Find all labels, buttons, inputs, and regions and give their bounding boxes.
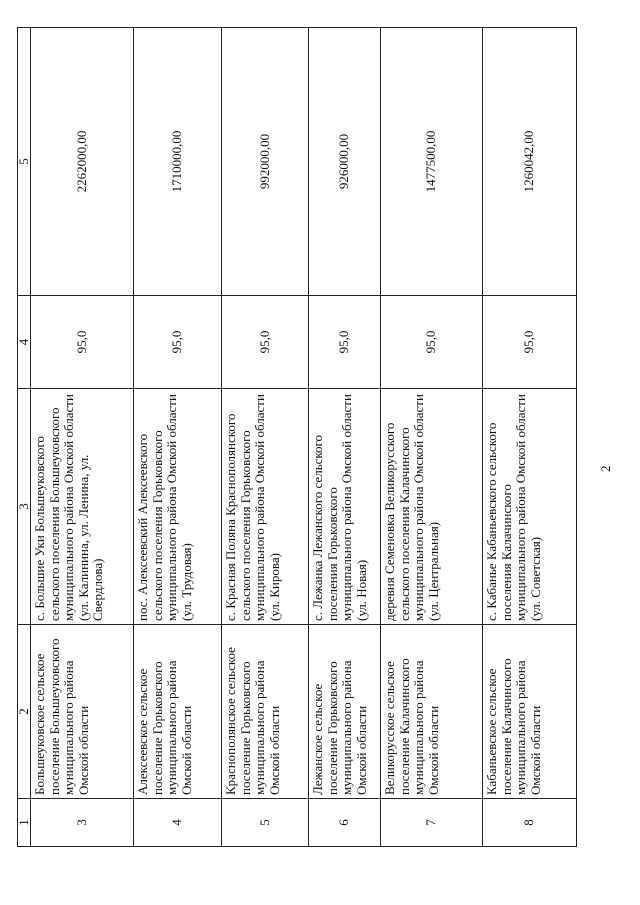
table-row	[483, 28, 577, 847]
percent-cell: 95,0	[222, 296, 309, 389]
row-number: 3	[31, 799, 134, 847]
row-number: 5	[222, 799, 309, 847]
object-cell: с. Красная Поляна Краснополянского сельского поселения Горьковского муниципального района Омской области (ул. Кирова)	[222, 389, 309, 625]
municipality-cell: Алексеевское сельское поселение Горьковского муниципального района Омской области	[134, 625, 222, 799]
page-number: 2	[598, 465, 613, 472]
object-cell: пос. Алексеевский Алексеевского сельского поселения Горьковского муниципального района Омской области (ул. Трудовая)	[134, 389, 222, 625]
header-col-5: 5	[18, 28, 31, 296]
percent-cell: 95,0	[309, 296, 381, 389]
subsidy-table	[17, 27, 577, 847]
percent-cell: 95,0	[483, 296, 577, 389]
amount-cell: 926000,00	[309, 28, 381, 296]
object-cell: с. Кабанье Кабаньевского сельского поселения Калачинского муниципального района Омской области (ул. Советская)	[483, 389, 577, 625]
table-row	[222, 28, 309, 847]
header-col-2: 2	[18, 625, 31, 799]
table-row	[134, 28, 222, 847]
municipality-cell: Краснополянское сельское поселение Горьковского муниципального района Омской области	[222, 625, 309, 799]
table-row	[309, 28, 381, 847]
amount-cell: 992000,00	[222, 28, 309, 296]
amount-cell: 1477500,00	[381, 28, 483, 296]
amount-cell: 1710000,00	[134, 28, 222, 296]
percent-cell: 95,0	[31, 296, 134, 389]
object-cell: с. Лежанка Лежанского сельского поселения Горьковского муниципального района Омской области (ул. Новая)	[309, 389, 381, 625]
object-cell: с. Большие Уки Большеуковского сельского поселения Большеуковского муниципального района Омской области (ул. Калинина, ул. Ленина, ул. Свердлова)	[31, 389, 134, 625]
object-cell: деревня Семеновка Великорусского сельского поселения Калачинского муниципального района Омской области (ул. Центральная)	[381, 389, 483, 625]
row-number: 6	[309, 799, 381, 847]
municipality-cell: Большеуковское сельское поселение Большеуковского муниципального района Омской области	[31, 625, 134, 799]
row-number: 4	[134, 799, 222, 847]
percent-cell: 95,0	[381, 296, 483, 389]
municipality-cell: Кабаньевское сельское поселение Калачинского муниципального района Омской области	[483, 625, 577, 799]
table-row	[31, 28, 134, 847]
municipality-cell: Лежанское сельское поселение Горьковского муниципального района Омской области	[309, 625, 381, 799]
header-col-4: 4	[18, 296, 31, 389]
percent-cell: 95,0	[134, 296, 222, 389]
table-row	[381, 28, 483, 847]
amount-cell: 1260042,00	[483, 28, 577, 296]
row-number: 8	[483, 799, 577, 847]
row-number: 7	[381, 799, 483, 847]
header-col-1: 1	[18, 799, 31, 847]
municipality-cell: Великорусское сельское поселение Калачинского муниципального района Омской области	[381, 625, 483, 799]
header-row	[18, 28, 31, 847]
amount-cell: 2262000,00	[31, 28, 134, 296]
header-col-3: 3	[18, 389, 31, 625]
